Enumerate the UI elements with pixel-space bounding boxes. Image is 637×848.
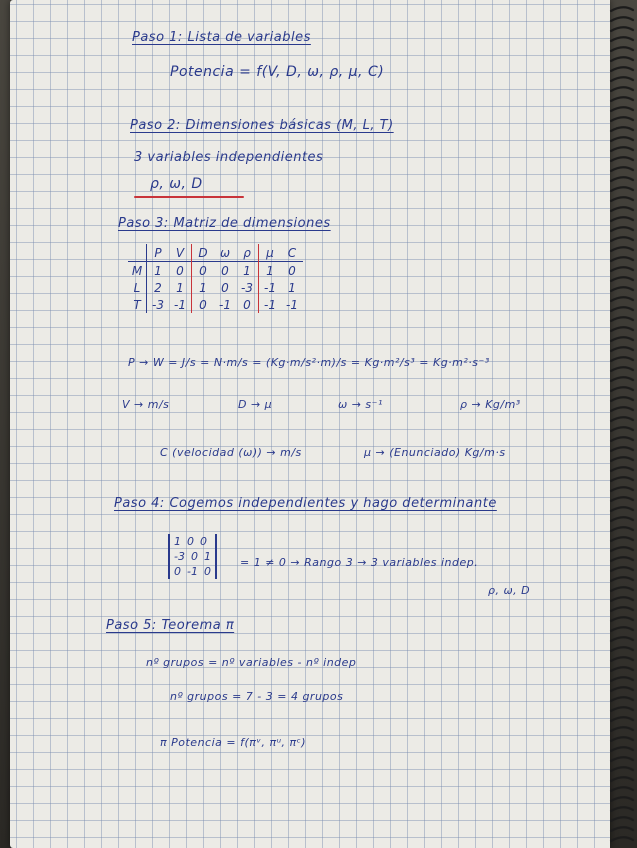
spiral-coil: [611, 7, 633, 11]
matrix-col-header: D: [192, 244, 215, 262]
matrix-cell: 0: [169, 262, 192, 280]
spiral-coil: [611, 457, 633, 461]
spiral-coil: [611, 67, 633, 71]
spiral-coil: [611, 587, 633, 591]
spiral-coil: [611, 447, 633, 451]
spiral-coil: [611, 537, 633, 541]
det-cell: 0: [190, 550, 198, 563]
spiral-coil: [611, 117, 633, 121]
matrix-col-header: ρ: [243, 245, 251, 260]
spiral-coil: [611, 607, 633, 611]
step4-vars: ρ, ω, D: [488, 584, 531, 597]
spiral-coil: [611, 37, 633, 41]
spiral-coil: [611, 307, 633, 311]
step5-line2: nº grupos = 7 - 3 = 4 grupos: [170, 690, 344, 703]
matrix-row-label: L: [133, 280, 141, 295]
equation-mu: μ → (Enunciado) Kg/m·s: [364, 446, 506, 459]
spiral-coil: [611, 407, 633, 411]
step4-result: = 1 ≠ 0 → Rango 3 → 3 variables indep.: [240, 556, 479, 569]
determinant: [168, 534, 217, 579]
matrix-cell: -1: [286, 297, 298, 312]
det-cell: 0: [187, 535, 194, 548]
spiral-coil: [611, 697, 633, 701]
matrix-cell: -1: [259, 296, 282, 313]
spiral-coil: [611, 147, 633, 151]
matrix-cell: -1: [259, 279, 282, 296]
spiral-coil: [611, 107, 633, 111]
spiral-coil: [611, 667, 633, 671]
spiral-coil: [611, 637, 633, 641]
step2-line1: 3 variables independientes: [134, 150, 324, 165]
matrix-cell: 0: [192, 262, 215, 280]
spiral-coil: [611, 17, 633, 21]
spiral-coil: [611, 57, 633, 61]
spiral-coil: [611, 517, 633, 521]
det-row: [174, 534, 211, 549]
spiral-coil: [611, 97, 633, 101]
spiral-coil: [611, 507, 633, 511]
step5-title: Paso 5: Teorema π: [106, 618, 235, 633]
step1-title: Paso 1: Lista de variables: [132, 30, 311, 45]
det-cell: 1: [174, 535, 181, 548]
equation-velocity: V → m/s: [122, 398, 170, 411]
step4-title: Paso 4: Cogemos independientes y hago determinante: [114, 496, 497, 511]
spiral-coil: [611, 287, 633, 291]
spiral-coil: [611, 317, 633, 321]
spiral-coil: [611, 777, 633, 781]
equation-diameter: D → μ: [238, 398, 273, 411]
matrix-cell: 1: [192, 279, 215, 296]
spiral-coil: [611, 257, 633, 261]
spiral-coil: [611, 327, 633, 331]
spiral-coil: [611, 647, 633, 651]
det-cell: -1: [187, 565, 198, 578]
matrix-col-header: V: [175, 245, 185, 260]
matrix-cell: 1: [288, 280, 296, 295]
matrix-cell: -3: [241, 280, 253, 295]
spiral-coil: [611, 367, 633, 371]
matrix-col-header: ω: [219, 245, 231, 260]
spiral-coil: [611, 387, 633, 391]
spiral-coil: [611, 217, 633, 221]
spiral-coil: [611, 717, 633, 721]
spiral-coil: [611, 527, 633, 531]
matrix-row: [128, 296, 303, 313]
equation-power: P → W = J/s = N·m/s = (Kg·m/s²·m)/s = Kg·m²/s³ = Kg·m²·s⁻³: [128, 356, 490, 369]
spiral-coil: [611, 137, 633, 141]
det-cell: -3: [174, 550, 185, 563]
step2-line2: ρ, ω, D: [150, 176, 203, 192]
matrix-col-header: μ: [259, 244, 282, 262]
matrix-cell: 0: [221, 280, 229, 295]
equation-c: C (velocidad (ω)) → m/s: [160, 446, 302, 459]
matrix-cell: 0: [192, 296, 215, 313]
spiral-coil: [611, 497, 633, 501]
spiral-coil: [611, 197, 633, 201]
matrix-cell: 1: [259, 262, 282, 280]
spiral-coil: [611, 347, 633, 351]
equation-density: ρ → Kg/m³: [460, 398, 521, 411]
det-cell: 0: [200, 535, 207, 548]
det-cell: 1: [203, 550, 211, 563]
spiral-coil: [611, 567, 633, 571]
spiral-coil: [611, 277, 633, 281]
spiral-coil: [611, 577, 633, 581]
spiral-coil: [611, 77, 633, 81]
matrix-cell: 1: [147, 262, 170, 280]
spiral-coil: [611, 297, 633, 301]
notebook-page: [10, 0, 610, 848]
step5-line3: π Potencia = f(πᵛ, πᵘ, πᶜ): [160, 736, 307, 749]
spiral-coil: [611, 807, 633, 811]
spiral-coil: [611, 27, 633, 31]
matrix-row: [128, 262, 303, 280]
spiral-coil: [611, 187, 633, 191]
matrix-row: [128, 279, 303, 296]
spiral-coil: [611, 127, 633, 131]
spiral-coil: [611, 737, 633, 741]
spiral-binding: [609, 0, 637, 848]
spiral-coil: [611, 417, 633, 421]
spiral-coil: [611, 707, 633, 711]
det-cell: 0: [203, 565, 211, 578]
spiral-coil: [611, 157, 633, 161]
spiral-coil: [611, 787, 633, 791]
spiral-coil: [611, 687, 633, 691]
matrix-row-label: M: [128, 262, 147, 280]
step5-line1: nº grupos = nº variables - nº indep: [146, 656, 357, 669]
spiral-coil: [611, 227, 633, 231]
spiral-coil: [611, 797, 633, 801]
spiral-coil: [611, 397, 633, 401]
matrix-cell: -1: [174, 297, 186, 312]
matrix-cell: 0: [281, 262, 303, 280]
det-cell: 0: [174, 565, 181, 578]
spiral-coil: [611, 487, 633, 491]
matrix-cell: 2: [147, 279, 170, 296]
spiral-coil: [611, 167, 633, 171]
spiral-coil: [611, 87, 633, 91]
spiral-coil: [611, 237, 633, 241]
matrix-cell: -1: [219, 297, 231, 312]
spiral-coil: [611, 177, 633, 181]
spiral-coil: [611, 817, 633, 821]
spiral-coil: [611, 467, 633, 471]
det-row: [174, 549, 211, 564]
spiral-coil: [611, 267, 633, 271]
spiral-coil: [611, 627, 633, 631]
spiral-coil: [611, 747, 633, 751]
spiral-coil: [611, 337, 633, 341]
matrix-cell: 1: [176, 280, 184, 295]
matrix-cell: 1: [236, 262, 259, 280]
spiral-coil: [611, 547, 633, 551]
spiral-coil: [611, 767, 633, 771]
spiral-coil: [611, 247, 633, 251]
spiral-coil: [611, 727, 633, 731]
matrix-cell: 0: [243, 297, 251, 312]
step3-title: Paso 3: Matriz de dimensiones: [118, 216, 331, 231]
matrix-col-header: C: [287, 245, 297, 260]
spiral-coil: [611, 837, 633, 841]
spiral-coil: [611, 677, 633, 681]
spiral-coil: [611, 757, 633, 761]
matrix-cell: 0: [214, 262, 236, 280]
matrix-cell: -3: [147, 296, 170, 313]
spiral-coil: [611, 617, 633, 621]
spiral-coil: [611, 207, 633, 211]
det-row: [174, 564, 211, 579]
step2-title: Paso 2: Dimensiones básicas (M, L, T): [130, 118, 394, 133]
spiral-coil: [611, 597, 633, 601]
matrix-row-label: T: [133, 297, 141, 312]
spiral-coil: [611, 437, 633, 441]
spiral-coil: [611, 377, 633, 381]
spiral-coil: [611, 47, 633, 51]
spiral-coil: [611, 427, 633, 431]
spiral-coil: [611, 827, 633, 831]
spiral-coil: [611, 657, 633, 661]
step1-equation: Potencia = f(V, D, ω, ρ, μ, C): [170, 64, 385, 80]
spiral-coil: [611, 357, 633, 361]
red-underline: [134, 196, 244, 198]
spiral-coil: [611, 557, 633, 561]
equation-omega: ω → s⁻¹: [338, 398, 383, 411]
matrix-col-header: P: [147, 244, 170, 262]
dimension-matrix: [128, 244, 303, 313]
spiral-coil: [611, 477, 633, 481]
